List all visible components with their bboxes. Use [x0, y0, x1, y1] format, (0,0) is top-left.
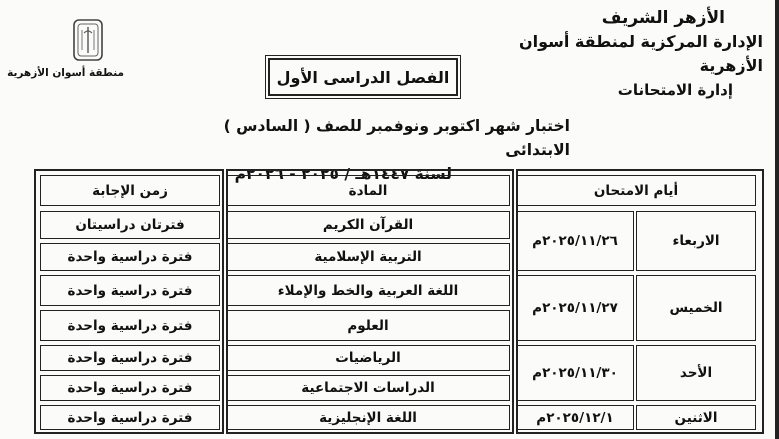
duration-cell: فترة دراسية واحدة	[40, 405, 220, 430]
duration-cell: فترة دراسية واحدة	[40, 345, 220, 371]
day-cell: الاثنين	[636, 405, 756, 430]
azhar-emblem-icon	[71, 18, 105, 62]
duration-cell: فترة دراسية واحدة	[40, 375, 220, 401]
date-cell: ٢٠٢٥/١١/٢٦م	[516, 211, 634, 271]
subject-cell: القرآن الكريم	[226, 211, 510, 239]
date-cell: ٢٠٢٥/١١/٢٧م	[516, 275, 634, 341]
duration-cell: فترة دراسية واحدة	[40, 275, 220, 306]
logo	[7, 18, 124, 79]
header-days: أيام الامتحان	[516, 175, 756, 206]
date-cell: ٢٠٢٥/١١/٣٠م	[516, 345, 634, 401]
day-cell: الأحد	[636, 345, 756, 401]
exam-title-line-2: لسنة ١٤٤٧هـ / ٢٠٢٥ - ٢٠٢٦م	[234, 165, 452, 183]
exam-title-line-1: اختبار شهر اكتوبر ونوفمبر للصف ( السادس ) الابتدائى	[223, 117, 570, 159]
header-subject: المادة	[226, 175, 510, 206]
subject-cell: الدراسات الاجتماعية	[226, 375, 510, 401]
logo-caption: منطقة أسوان الأزهرية	[7, 67, 124, 79]
subject-cell: العلوم	[226, 310, 510, 341]
header-duration: زمن الإجابة	[40, 175, 220, 206]
header-line-1: الأزهر الشريف	[601, 8, 725, 28]
subject-cell: الرياضيات	[226, 345, 510, 371]
subject-cell: اللغة العربية والخط والإملاء	[226, 275, 510, 306]
header-line-3: إدارة الامتحانات	[617, 81, 733, 99]
subject-cell: اللغة الإنجليزية	[226, 405, 510, 430]
subject-cell: التربية الإسلامية	[226, 243, 510, 271]
term-label: الفصل الدراسى الأول	[268, 58, 458, 96]
day-cell: الاربعاء	[636, 211, 756, 271]
duration-cell: فترة دراسية واحدة	[40, 243, 220, 271]
date-cell: ٢٠٢٥/١٢/١م	[516, 405, 634, 430]
header-line-2: الإدارة المركزية لمنطقة أسوان الأزهرية	[518, 32, 763, 75]
duration-cell: فترة دراسية واحدة	[40, 310, 220, 341]
exam-schedule-table	[34, 169, 764, 434]
day-cell: الخميس	[636, 275, 756, 341]
institution-header	[503, 6, 763, 102]
duration-cell: فترتان دراسيتان	[40, 211, 220, 239]
page-edge	[775, 0, 779, 439]
